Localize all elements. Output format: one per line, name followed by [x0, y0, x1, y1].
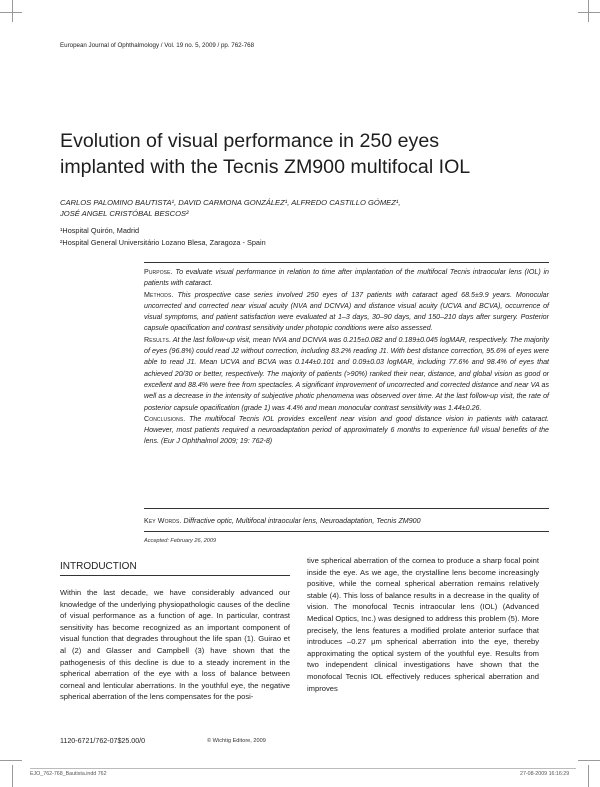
crop-mark [0, 760, 22, 761]
authors-line-1: CARLOS PALOMINO BAUTISTA¹, DAVID CARMONA GONZÁLEZ¹, ALFREDO CASTILLO GÓMEZ¹, [60, 198, 401, 207]
abstract-purpose: Purpose. To evaluate visual performance in relation to time after implantation of the multifocal Tecnis intraocular lens (IOL) in patients with cataract. [144, 268, 549, 288]
crop-mark [12, 765, 13, 787]
methods-label: Methods. [144, 290, 174, 299]
crop-mark [12, 0, 13, 22]
abstract-results: Results. At the last follow-up visit, mean NVA and DCNVA was 0.215±0.082 and 0.189±0.045 logMAR, respectively. The majority of eyes (96.8%) could read J2 without correction, including 83.2% reading J1. With best distance correction, 95.6% of eyes were able to read J1. Mean UCVA and BCVA was 0.144±0.101 and 0.09±0.03 logMAR, including 77.6% and 98.4% of eyes that achieved 20/30 or better, respectively. The majority of patients (>90%) ranked their near, distance, and global vision as good or excellent and 88.4% were free from spectacles. A significant improvement of uncorrected and corrected distance and near VA as well as a decrease in the intensity of subjective photic phenomena was observed over time. At the last follow-up visit, the rate of posterior capsule opacification (grade 1) was 4.4% and mean monocular contrast sensitivity was 1.44±0.26. [144, 335, 549, 412]
affiliation-2: ²Hospital General Universitário Lozano Blesa, Zaragoza - Spain [60, 238, 266, 247]
intro-paragraph-left: Within the last decade, we have considerably advanced our knowledge of the underlying physiopathologic causes of the decline of visual performance as a function of age. In particular, contrast sensitivity has become recognized as an important component of visual function that degrades throughout the life span (1). Guirao et al (2) and Glasser and Campbell (3) have shown that the pathogenesis of this decline is due to a steady increment in the spherical aberration of the eye with a loss of balance between corneal and lenticular aberrations. In the youthful eye, the negative spherical aberration of the lens compensates for the posi- [60, 588, 290, 702]
crop-mark [588, 765, 589, 787]
copyright: © Wichtig Editore, 2009 [207, 738, 266, 744]
crop-mark [588, 0, 589, 22]
affiliations [60, 225, 266, 249]
keywords-bottom-rule [144, 531, 549, 532]
print-slug-date: 27-08-2009 16:16:29 [520, 771, 570, 777]
print-slug-box [30, 768, 576, 780]
crop-mark [578, 760, 600, 761]
results-label: Results. [144, 335, 171, 344]
body-column-right [307, 555, 539, 694]
abstract-top-rule [144, 262, 549, 263]
author-list [60, 197, 550, 220]
print-slug-file: EJO_762-768_Bautista.indd 762 [30, 771, 107, 777]
abstract-conclusions: Conclusions. The multifocal Tecnis IOL provides excellent near vision and good distance vision in patients with cataract. However, most patients required a neuroadaptation period of approximately 6 months to experience full visual benefits of the lens. (Eur J Ophthalmol 2009; 19: 762-8) [144, 414, 549, 446]
crop-mark [0, 12, 22, 13]
running-header: European Journal of Ophthalmology / Vol. 19 no. 5, 2009 / pp. 762-768 [60, 42, 255, 49]
article-title [60, 128, 560, 180]
issn-line: 1120-6721/762-07$25.00/0 [60, 737, 146, 745]
crop-mark [578, 12, 600, 13]
body-column-left [60, 587, 290, 703]
keywords: Key Words. Diffractive optic, Multifocal intraocular lens, Neuroadaptation, Tecnis ZM900 [144, 517, 421, 525]
title-line-1: Evolution of visual performance in 250 eyes [60, 130, 440, 152]
abstract [144, 267, 549, 448]
conclusions-label: Conclusions. [144, 414, 186, 423]
section-heading: INTRODUCTION [60, 561, 137, 572]
accepted-date: Accepted: February 26, 2009 [144, 538, 217, 544]
authors-line-2: JOSÉ ANGEL CRISTÓBAL BESCOS² [60, 209, 189, 219]
keywords-label: Key Words. [144, 517, 182, 525]
title-line-2: implanted with the Tecnis ZM900 multifocal IOL [60, 156, 471, 178]
keywords-top-rule [144, 508, 549, 509]
section-heading-rule [60, 575, 290, 576]
intro-paragraph-right: tive spherical aberration of the cornea to produce a sharp focal point inside the eye. As we age, the crystalline lens become increasingly positive, while the corneal spherical aberration remains relatively stable (4). This loss of balance results in a decrease in the quality of vision. The monofocal Tecnis intraocular lens (IOL) (Advanced Medical Optics, Inc.) was designed to address this problem (5). More precisely, the lens features a modified prolate anterior surface that introduces –0.27 μm spherical aberration into the eye, thereby approximating the optical system of the youthful eye. Results from two independent clinical investigations have shown that the monofocal Tecnis IOL effectively reduces spherical aberration and improves [307, 556, 539, 693]
purpose-label: Purpose. [144, 268, 173, 276]
affiliation-1: ¹Hospital Quirón, Madrid [60, 226, 140, 235]
abstract-methods: Methods. This prospective case series involved 250 eyes of 137 patients with cataract aged 68.5±9.9 years. Monocular uncorrected and corrected near visual acuity (NVA and DCNVA) and distance visual acuity (UCVA and BCVA), occurrence of visual symptoms, and patient satisfaction were evaluated at 1–3 days, 30–90 days, and 150–210 days after surgery. Posterior capsule opacification and contrast sensitivity under photopic conditions were also assessed. [144, 290, 549, 333]
